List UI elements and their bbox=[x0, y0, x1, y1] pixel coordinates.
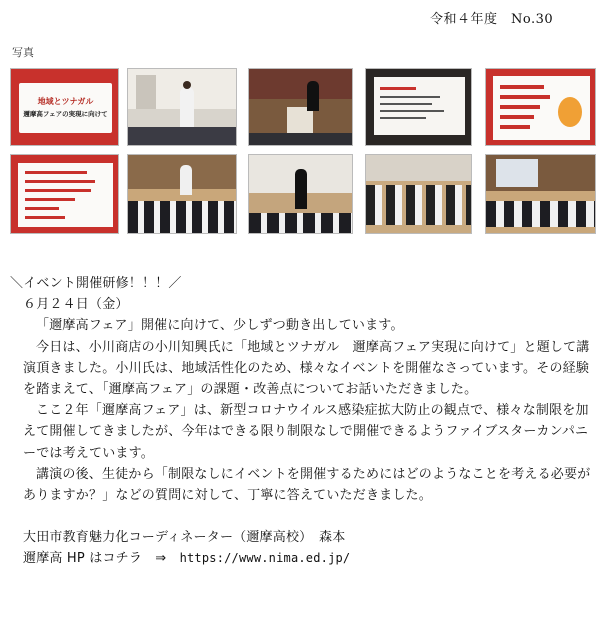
homepage-label: 邇摩高 HP はコチラ ⇒ bbox=[23, 551, 180, 567]
issue-number: 令和４年度 No.30 bbox=[430, 12, 554, 27]
article-heading: ＼イベント開催研修！！！／ bbox=[10, 276, 182, 291]
photo-title-slide bbox=[10, 68, 119, 146]
photo-speaker-podium bbox=[127, 68, 237, 146]
paragraph-3: ここ２年「邇摩高フェア」は、新型コロナウイルス感染症拡大防止の観点で、様々な制限を加えて開催してきましたが、今年はできる限り制限なしで開催できるようファイブスターカンパニーでは考えています。 bbox=[23, 403, 589, 461]
paragraph-2: 今日は、小川商店の小川知興氏に「地域とツナガル 邇摩高フェア実現に向けて」と題して講演頂きました。小川氏は、地域活性化のため、様々なイベントを開催なさっています。その経験を踏まえて、「邇摩高フェア」の課題・改善点についてお話いただきました。 bbox=[23, 339, 590, 398]
homepage-line bbox=[10, 548, 600, 569]
photo-students-floor bbox=[365, 154, 472, 234]
slide-title-line1: 地域とツナガル bbox=[37, 97, 94, 106]
paragraph-4: 講演の後、生徒から「制限なしにイベントを開催するためにはどのようなことを考える必要がありますか？」などの質問に対して、丁寧に答えていただきました。 bbox=[23, 466, 591, 504]
paragraph-1: 「邇摩高フェア」開催に向けて、少しずつ動き出しています。 bbox=[36, 318, 404, 334]
photo-list-slide bbox=[485, 68, 596, 146]
photos-label: 写真 bbox=[12, 46, 34, 59]
homepage-link[interactable]: https://www.nima.ed.jp/ bbox=[179, 551, 351, 566]
signature: 大田市教育魅力化コーディネーター（邇摩高校） 森本 bbox=[23, 530, 346, 546]
photo-bullets-slide bbox=[10, 154, 119, 234]
event-date: ６月２４日（金） bbox=[23, 297, 129, 313]
photo-hall-screen bbox=[485, 154, 596, 234]
photo-student-speaking bbox=[248, 154, 353, 234]
photo-stage-lectern bbox=[248, 68, 353, 146]
article-body bbox=[10, 273, 600, 570]
photo-students-seated bbox=[127, 154, 237, 234]
slide-title-line2: 邇摩高フェアの実現に向けて bbox=[23, 110, 108, 118]
photo-agenda-slide bbox=[365, 68, 472, 146]
